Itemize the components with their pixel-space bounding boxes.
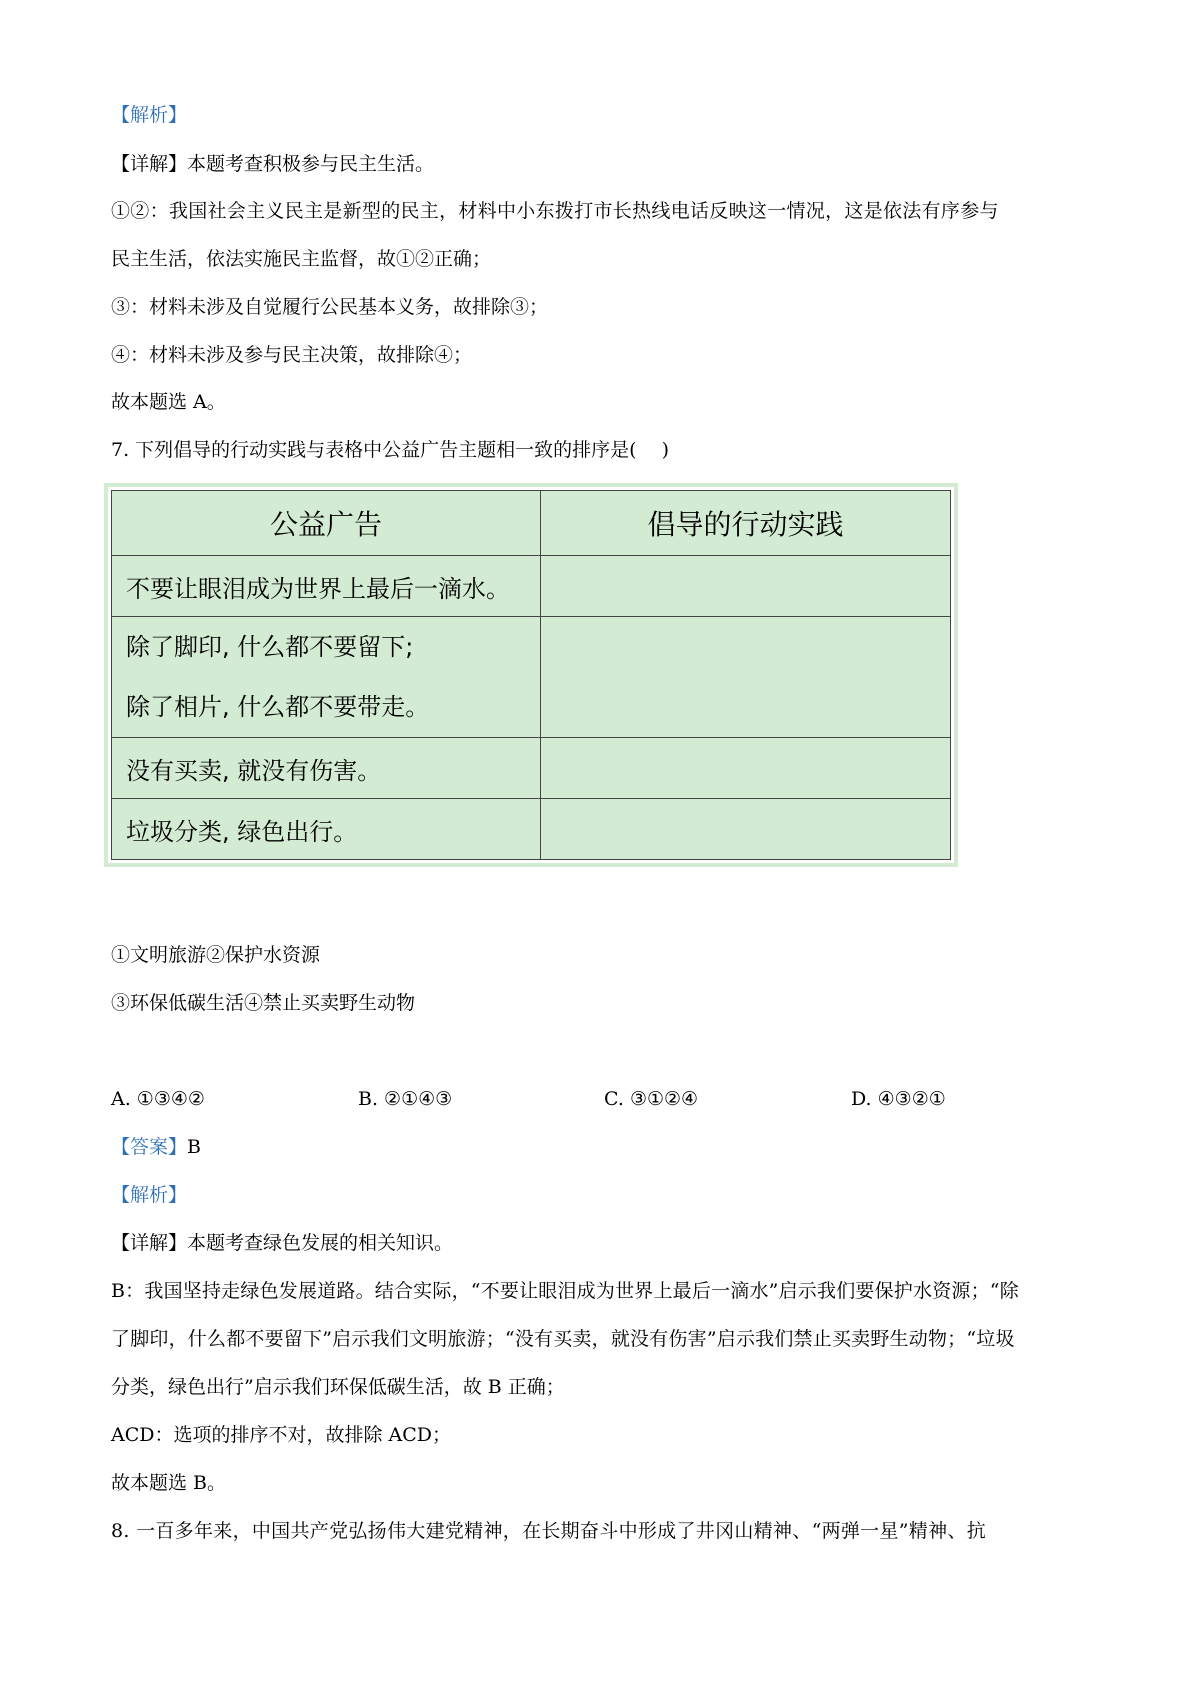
q6-conclusion: 故本题选 A。 bbox=[111, 391, 226, 413]
q6-detail-line-3: ③：材料未涉及自觉履行公民基本义务，故排除③； bbox=[111, 296, 549, 318]
q8-stem: 8. 一百多年来，中国共产党弘扬伟大建党精神，在长期奋斗中形成了井冈山精神、“两弹一星”精神、抗 bbox=[111, 1520, 986, 1542]
q7-detail-line-3: 分类，绿色出行”启示我们环保低碳生活，故 B 正确； bbox=[111, 1376, 565, 1398]
ad-table-empty-cell bbox=[541, 738, 951, 799]
q6-detail-heading: 【详解】本题考查积极参与民主生活。 bbox=[111, 153, 435, 175]
q7-items-1: ①文明旅游②保护水资源 bbox=[111, 944, 321, 966]
option-a: A. ①③④② bbox=[111, 1088, 205, 1110]
table-row bbox=[112, 799, 951, 860]
table-row bbox=[112, 617, 951, 738]
ad-table-cell-line: 除了相片, 什么都不要带走。 bbox=[126, 693, 430, 721]
table-row bbox=[112, 556, 951, 617]
q7-detail-line-2: 了脚印，什么都不要留下”启示我们文明旅游；“没有买卖，就没有伤害”启示我们禁止买卖野生动物；“垃圾 bbox=[111, 1328, 1015, 1350]
ad-table-cell: 没有买卖, 就没有伤害。 bbox=[112, 738, 541, 799]
q6-detail-line-1: ①②：我国社会主义民主是新型的民主，材料中小东拨打市长热线电话反映这一情况，这是依法有序参与 bbox=[111, 200, 999, 222]
ad-table-cell-line: 除了脚印, 什么都不要留下; bbox=[126, 633, 414, 661]
ad-table-empty-cell bbox=[541, 556, 951, 617]
ad-table-cell bbox=[112, 617, 541, 738]
ad-table-cell: 不要让眼泪成为世界上最后一滴水。 bbox=[112, 556, 541, 617]
q6-analysis-label: 【解析】 bbox=[111, 104, 188, 126]
q7-detail-line-4: ACD：选项的排序不对，故排除 ACD； bbox=[111, 1424, 452, 1446]
q7-analysis-label: 【解析】 bbox=[111, 1184, 188, 1206]
q7-answer bbox=[111, 1138, 201, 1157]
table-row bbox=[112, 738, 951, 799]
option-d: D. ④③②① bbox=[851, 1088, 946, 1110]
q7-conclusion: 故本题选 B。 bbox=[111, 1472, 227, 1494]
ad-table bbox=[111, 490, 951, 860]
q7-detail-line-1: B：我国坚持走绿色发展道路。结合实际，“不要让眼泪成为世界上最后一滴水”启示我们要保护水资源；“除 bbox=[111, 1280, 1019, 1302]
answer-value: B bbox=[187, 1136, 201, 1158]
q6-detail-line-2: 民主生活，依法实施民主监督，故①②正确； bbox=[111, 248, 492, 270]
option-c: C. ③①②④ bbox=[604, 1088, 699, 1110]
ad-table-header-ad: 公益广告 bbox=[112, 491, 541, 556]
q7-detail-heading: 【详解】本题考查绿色发展的相关知识。 bbox=[111, 1232, 454, 1254]
ad-table-header-action: 倡导的行动实践 bbox=[541, 491, 951, 556]
q7-items-2: ③环保低碳生活④禁止买卖野生动物 bbox=[111, 992, 416, 1014]
q6-detail-line-4: ④：材料未涉及参与民主决策，故排除④； bbox=[111, 344, 473, 366]
ad-table-empty-cell bbox=[541, 617, 951, 738]
ad-table-cell: 垃圾分类, 绿色出行。 bbox=[112, 799, 541, 860]
option-b: B. ②①④③ bbox=[358, 1088, 453, 1110]
ad-table-empty-cell bbox=[541, 799, 951, 860]
q7-stem: 7. 下列倡导的行动实践与表格中公益广告主题相一致的排序是( ) bbox=[111, 439, 670, 461]
answer-label: 【答案】 bbox=[111, 1136, 188, 1158]
